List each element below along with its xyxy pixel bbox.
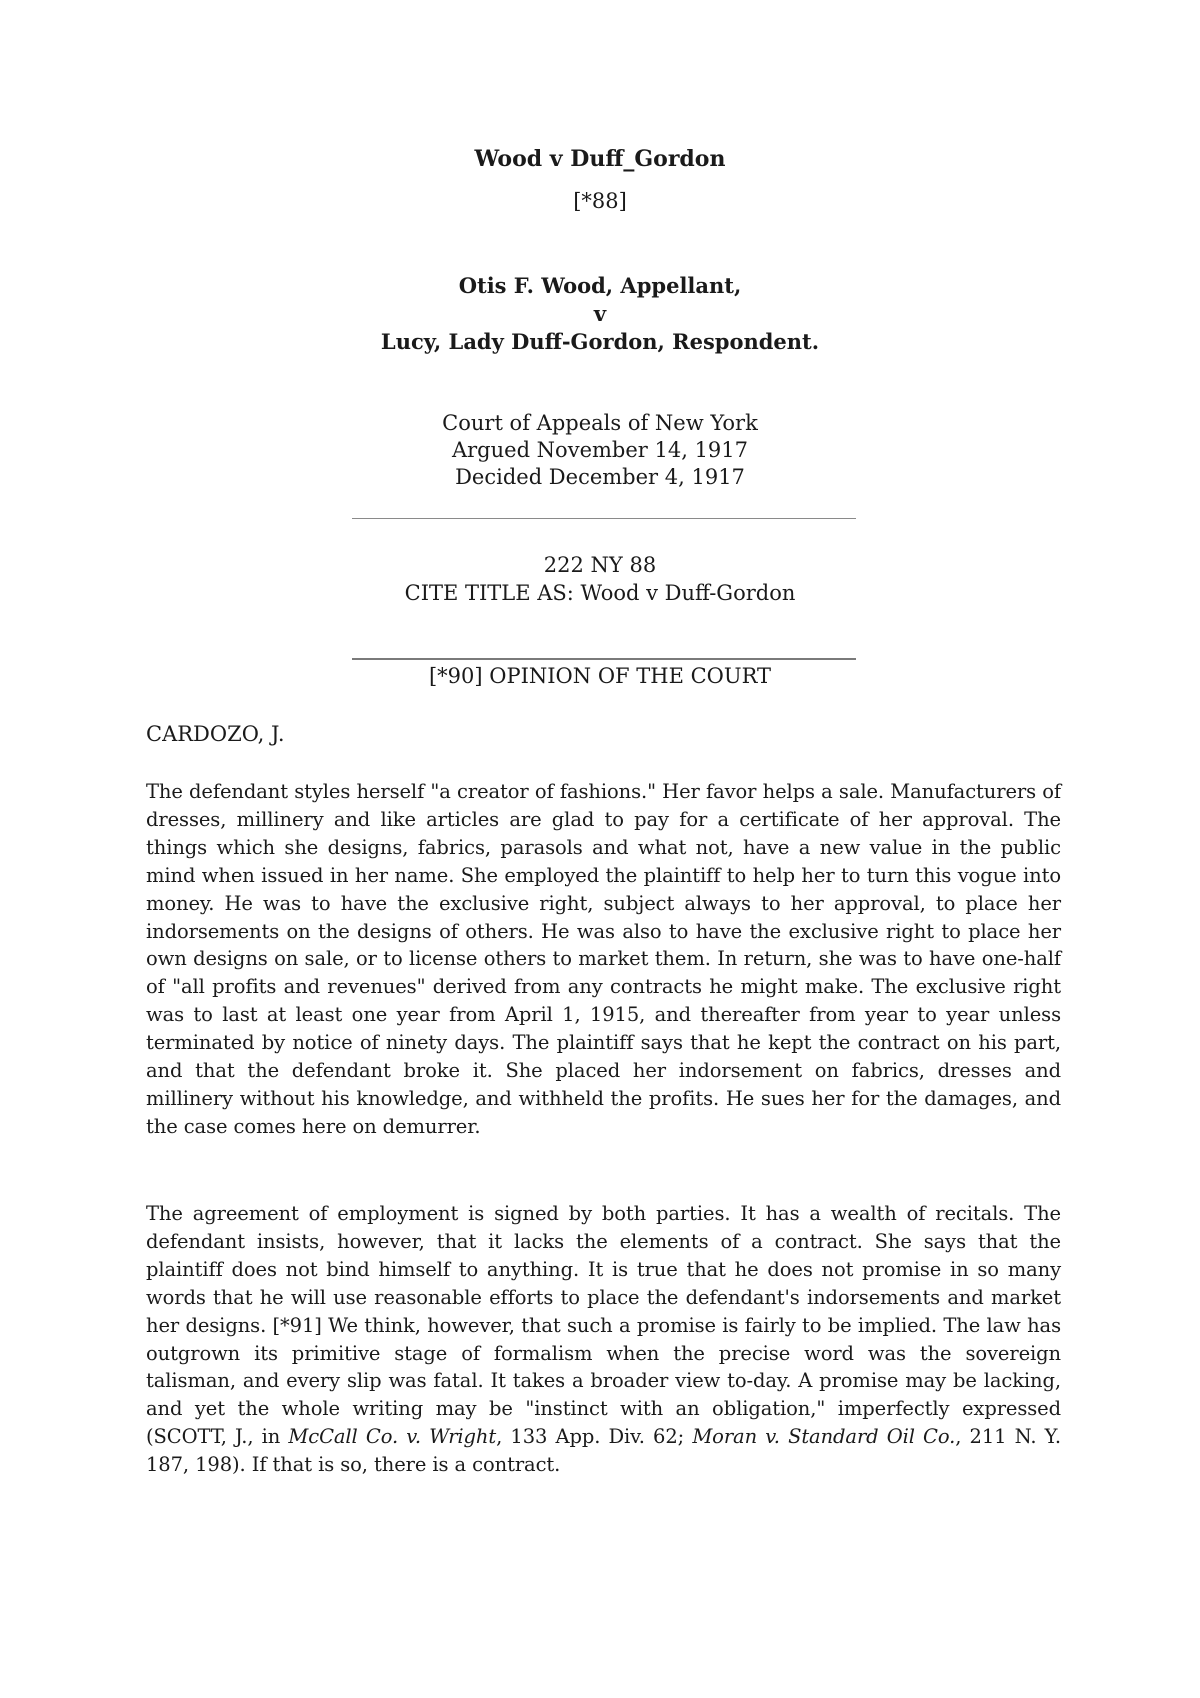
case-citation: Moran v. Standard Oil Co. <box>692 1425 956 1449</box>
judge-name: CARDOZO, J. <box>146 722 285 746</box>
star-page-marker: [*88] <box>573 189 627 213</box>
case-citation: McCall Co. v. Wright <box>288 1425 497 1449</box>
respondent-line: Lucy, Lady Duff-Gordon, Respondent. <box>380 329 820 354</box>
decided-date: Decided December 4, 1917 <box>455 465 745 489</box>
versus-line: v <box>593 301 607 326</box>
court-info <box>0 410 1200 491</box>
citation-block <box>0 551 1200 607</box>
opinion-paragraph: The defendant styles herself "a creator of fashions." Her favor helps a sale. Manufacturers of dresses, millinery and like articles are glad to pay for a certificate of her approval. The things which she designs, fabrics, parasols and what not, have a new value in the public mind when issued in her name. She employed the plaintiff to help her to turn this vogue into money. He was to have the exclusive right, subject always to her approval, to place her indorsements on the designs of others. He was also to have the exclusive right to place her own designs on sale, or to license others to market them. In return, she was to have one-half of "all profits and revenues" derived from any contracts he might make. The exclusive right was to last at least one year from April 1, 1915, and thereafter from year to year unless terminated by notice of ninety days. The plaintiff says that he kept the contract on his part, and that the defendant broke it. She placed her indorsement on fabrics, dresses and millinery without his knowledge, and withheld the profits. He sues her for the damages, and the case comes here on demurrer. <box>146 780 1061 1138</box>
court-name: Court of Appeals of New York <box>442 411 758 435</box>
appellant-line: Otis F. Wood, Appellant, <box>458 273 742 298</box>
document-title: Wood v Duff_Gordon <box>474 146 726 172</box>
cite-title: CITE TITLE AS: Wood v Duff-Gordon <box>404 581 796 605</box>
paragraph-text: , 133 App. Div. 62; <box>496 1425 693 1449</box>
divider <box>352 518 856 519</box>
argued-date: Argued November 14, 1917 <box>451 438 749 462</box>
case-parties <box>0 272 1200 356</box>
paragraph-text: The agreement of employment is signed by both parties. It has a wealth of recitals. The defendant insists, however, that it lacks the elements of a contract. She says that the plaintiff does not bind himself to anything. It is true that he does not promise in so many words that he will use reasonable efforts to place the defendant's indorsements and market her designs. [*91] We think, however, that such a promise is fairly to be implied. The law has outgrown its primitive stage of formalism when the precise word was the sovereign talisman, and every slip was fatal. It takes a broader view to-day. A promise may be lacking, and yet the whole writing may be "instinct with an obligation," imperfectly expressed (SCOTT, J., in <box>146 1202 1061 1449</box>
reporter-citation: 222 NY 88 <box>543 553 657 577</box>
opinion-paragraph <box>146 1200 1061 1479</box>
divider <box>352 658 856 660</box>
opinion-heading: [*90] OPINION OF THE COURT <box>428 664 772 688</box>
paragraph-text: , 211 N. Y. 187, 198). If that is so, there is a contract. <box>146 1425 1061 1477</box>
